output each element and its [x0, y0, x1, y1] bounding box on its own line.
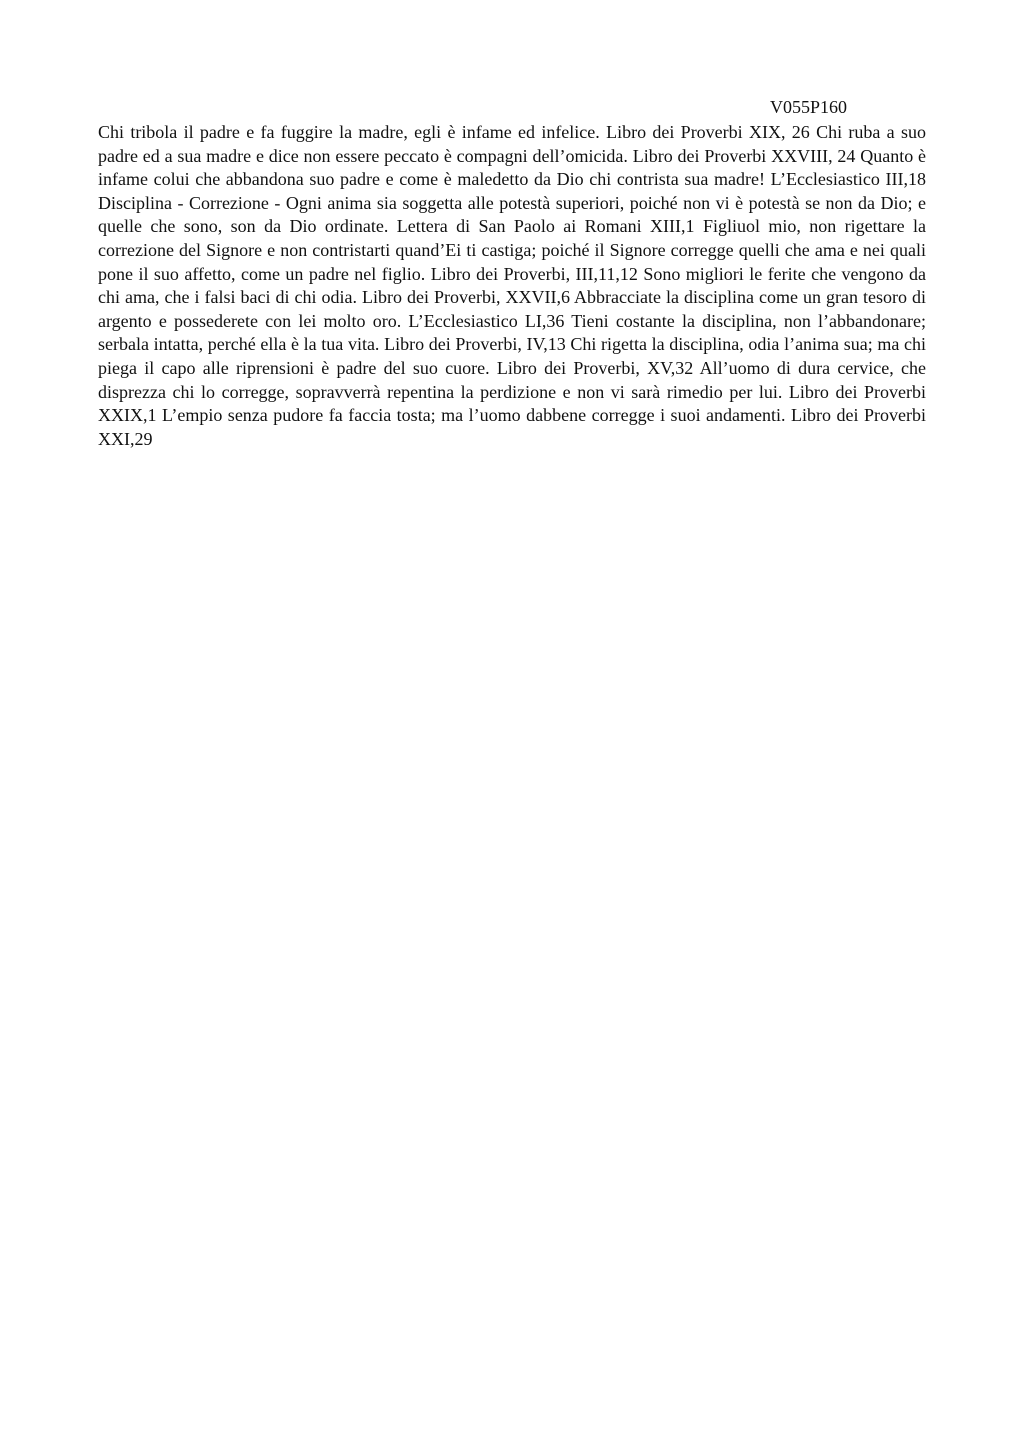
page-identifier: V055P160 [770, 97, 848, 117]
body-paragraph: Chi tribola il padre e fa fuggire la madre, egli è infame ed infelice. Libro dei Proverbi XIX, 26 Chi ruba a suo padre ed a sua madre e dice non essere peccato è compagni dell’omicida. Libro dei Proverbi XXVIII, 24 Quanto è infame colui che abbandona suo padre e come è maledetto da Dio chi contrista sua madre! L’Ecclesiastico III,18 Disciplina - Correzione - Ogni anima sia soggetta alle potestà superiori, poiché non vi è potestà se non da Dio; e quelle che sono, son da Dio ordinate. Lettera di San Paolo ai Romani XIII,1 Figliuol mio, non rigettare la correzione del Signore e non contristarti quand’Ei ti castiga; poiché il Signore corregge quelli che ama e nei quali pone il suo affetto, come un padre nel figlio. Libro dei Proverbi, III,11,12 Sono migliori le ferite che vengono da chi ama, che i falsi baci di chi odia. Libro dei Proverbi, XXVII,6 Abbracciate la disciplina come un gran tesoro di argento e possederete con lei molto oro. L’Ecclesiastico LI,36 Tieni costante la disciplina, non l’abbandonare; serbala intatta, perché ella è la tua vita. Libro dei Proverbi, IV,13 Chi rigetta la disciplina, odia l’anima sua; ma chi piega il capo alle riprensioni è padre del suo cuore. Libro dei Proverbi, XV,32 All’uomo di dura cervice, che disprezza chi lo corregge, sopravverrà repentina la perdizione e non vi sarà rimedio per lui. Libro dei Proverbi XXIX,1 L’empio senza pudore fa faccia tosta; ma l’uomo dabbene corregge i suoi andamenti. Libro dei Proverbi XXI,29 [98, 122, 926, 449]
